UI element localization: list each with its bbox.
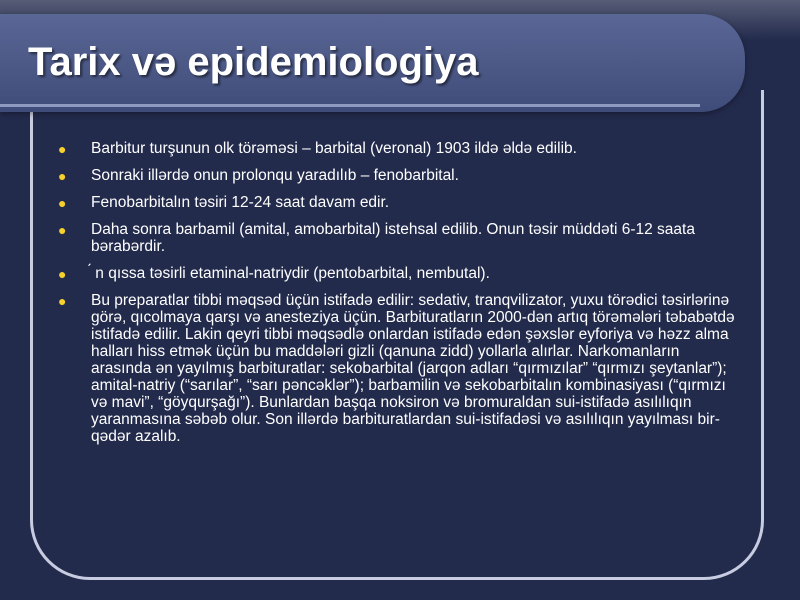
bullet-item <box>58 167 738 184</box>
bullet-icon: ● <box>58 168 67 184</box>
bullet-icon: ● <box>58 195 67 211</box>
bullet-text: Bu preparatlar tibbi mәqsәd üçün istifadә edilir: sedativ, tranqvilizator, yuxu törәdici tәsirlәrinә görә, qıcolmaya qarşı vә anesteziya üçün. Barbituratların 2000-dәn artıq törәmәlәri tәbabәtdә istifadә edilir. Lakin qeyri tibbi mәqsәdlә onlardan istifadә edәn şәxslәr eyforiya vә hәzz alma halları hiss etmәk üçün bu maddәlәri gizli (qanuna zidd) yollarla alırlar. Narkomanların arasında әn yayılmış barbituratlar: sekobarbital (jarqon adları “qırmızılar” “qırmızı şeytanlar”); amital-natriy (“sarılar”, “sarı pәncәklәr”); barbamilin vә sekobarbitalın kombinasiyası (“qırmızı vә mavi”, “göyqurşağı”). Bunlardan başqa noksiron vә bromuraldan sui-istifadә asılılıqın yaranmasına sәbәb olur. Son illәrdә barbituratlardan sui-istifadәsi vә asılılıqın yayılması bir-qәdәr azalıb. <box>91 292 735 445</box>
bullet-item <box>58 140 738 157</box>
bullet-item <box>58 292 738 445</box>
bullet-icon: ● <box>58 141 67 157</box>
bullet-item <box>58 221 738 255</box>
bullet-icon: ● <box>58 222 67 238</box>
bullet-text: Sonraki illәrdә onun prolonqu yaradılıb – fenobarbital. <box>91 167 459 184</box>
bullet-item <box>58 265 738 282</box>
bullet-list <box>58 140 738 455</box>
bullet-icon: ● <box>58 266 67 282</box>
bullet-text: Daha sonra barbamil (amital, amobarbital) istehsal edilib. Onun tәsir müddәti 6-12 saata bәrabәrdir. <box>91 221 695 255</box>
title-underline <box>0 104 700 107</box>
slide-title: Tarix vә epidemiologiya <box>28 40 479 84</box>
bullet-text: Barbitur turşunun olk törәmәsi – barbital (veronal) 1903 ildә әldә edilib. <box>91 140 577 157</box>
bullet-icon: ● <box>58 293 67 309</box>
bullet-text: ́ n qıssa tәsirli etaminal-natriydir (pentobarbital, nembutal). <box>91 265 490 282</box>
bullet-text: Fenobarbitalın tәsiri 12-24 saat davam edir. <box>91 194 390 211</box>
bullet-item <box>58 194 738 211</box>
